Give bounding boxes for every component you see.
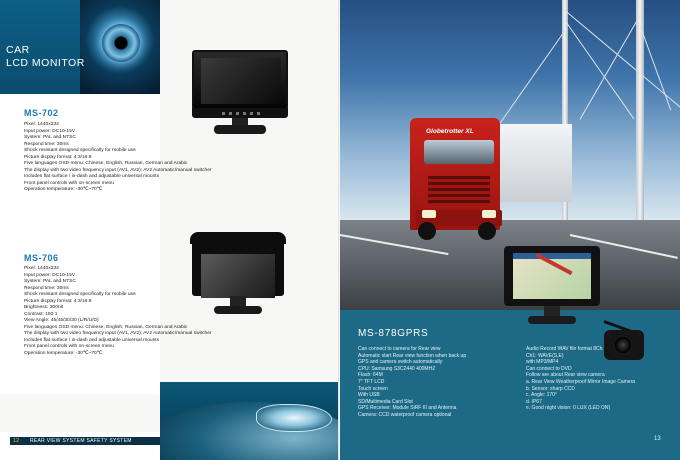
spec-item: System: PAL and NTSC	[24, 279, 76, 284]
spec-item: 7" TFT LCD	[358, 378, 385, 385]
spec-item: Contrast: 150:1	[24, 311, 58, 317]
spec-item: Input power: DC10-15V	[24, 128, 76, 134]
model-title-ms702: MS-702	[24, 108, 59, 118]
gps-neck	[544, 306, 560, 316]
spec-item: Includes flat surface / in-dash and adjustable universal mounts	[24, 174, 160, 179]
gps-frame	[504, 246, 600, 306]
model-title-ms878gprs: MS-878GPRS	[358, 328, 429, 339]
spec-item: Pixel: 1440x234	[24, 266, 59, 271]
spec-item: System: PAL and NTSC	[24, 135, 76, 140]
monitor-screen	[192, 240, 284, 296]
eye-iris	[102, 24, 140, 62]
feature-list-right	[526, 346, 635, 412]
spec-item: e. Good night vision: 0 LUX (LED ON)	[526, 405, 611, 412]
spec-item: Pixel: 1440x234	[24, 122, 59, 127]
spec-item: a. Rear View Weatherproof Mirror Image Camera	[526, 378, 636, 385]
spec-item: Audio Record WAV file format 8Ch	[526, 346, 603, 352]
spec-item: Five languages OSD menu: Chinese, English, Russian, German and Arabic	[24, 324, 188, 330]
monitor-base	[214, 125, 266, 134]
spec-item: Includes flat surface / in-dash and adjustable universal mounts	[24, 337, 160, 343]
eye-photo	[80, 0, 160, 94]
spec-item: Front panel controls with on-screen menu	[24, 180, 114, 186]
model-title-ms706: MS-706	[24, 253, 59, 263]
truck-windshield	[424, 140, 494, 164]
spec-item: Picture display format: 4:3/16:9	[24, 298, 92, 304]
spec-item: The display with two video frequency input (AV1, AV2); AV2 Automatic/manual switcher	[24, 331, 212, 336]
spec-item: Flash: 64M	[358, 372, 383, 379]
gps-header-bar	[513, 253, 591, 259]
spec-item: Automatic start Rear view function when back up	[358, 352, 467, 359]
spec-list-ms706	[24, 266, 212, 357]
category-title	[6, 44, 85, 70]
spec-item: Follow are about Rear view camera	[526, 372, 605, 379]
spec-item: Camera: CCD waterproof camera optional	[358, 411, 452, 418]
spec-item: Brightness: 300nit	[24, 305, 64, 310]
right-page	[340, 0, 680, 460]
spec-item: d. IP67	[526, 398, 542, 405]
spec-item: With USB	[358, 392, 380, 399]
spec-item: c. Angle: 170°	[526, 392, 557, 399]
spec-item: with MP3/MP4	[526, 359, 559, 366]
spec-item: b. Sensor: sharp CCD	[526, 385, 575, 392]
truck-headlight	[482, 210, 496, 218]
monitor-neck	[230, 296, 246, 306]
spec-item: Front panel controls with on-screen menu	[24, 344, 114, 349]
monitor-buttons	[222, 112, 262, 115]
spec-item: Picture display format: 4:3/16:9	[24, 154, 92, 160]
truck-headlight	[422, 210, 436, 218]
page-number-right: 13	[654, 436, 661, 442]
spec-item: Respond time: 30ms	[24, 285, 69, 291]
spec-item: CPU: Samsung S3C2440 400MHZ	[358, 365, 436, 372]
spec-item: Touch screen	[358, 385, 388, 392]
feature-list-left	[358, 346, 466, 419]
spec-item: Respond time: 30ms	[24, 141, 69, 147]
category-title-line2: LCD MONITOR	[6, 57, 85, 69]
spec-item: GPS Receiver: Module SiRF III and Antenna	[358, 405, 457, 412]
monitor-screen	[192, 50, 288, 110]
truck-grille	[428, 176, 490, 204]
spec-item: Ch1: WAVE(S,E)	[526, 352, 564, 359]
spec-item: View Angle: 45/45/30/30 (L/R/U/D)	[24, 318, 99, 323]
car-headlight-photo	[160, 382, 340, 460]
monitor-base	[214, 306, 262, 314]
monitor-image-ms706	[190, 232, 286, 320]
page-number-left: 12	[13, 438, 20, 444]
category-title-line1: CAR	[6, 44, 30, 56]
spec-item: Can connect to DVD	[526, 365, 572, 372]
truck-photo	[402, 118, 572, 248]
spec-item: Input power: DC10-15V	[24, 272, 76, 278]
truck-wheel	[478, 222, 496, 240]
truck-cab	[410, 118, 500, 230]
headlight	[256, 404, 332, 432]
monitor-image-ms702	[192, 50, 288, 136]
spec-item: The display with two video frequency input (AV1, AV2); AV2 Automatic/manual switcher	[24, 167, 212, 173]
spec-item: Can connect to camera for Rear view	[358, 346, 441, 352]
footer-text: REAR VIEW SYSTEM SAFETY SYSTEM	[30, 438, 132, 444]
spec-item: Operation temperature: -30℃~70℃	[24, 350, 103, 356]
spec-item: Shock resistant designed specifically for mobile use	[24, 148, 136, 153]
gps-base	[528, 316, 576, 324]
spec-item: Operation temperature: -30℃~70℃	[24, 187, 103, 192]
spec-item: Shock resistant designed specifically for mobile use	[24, 292, 136, 297]
spec-item: Five languages OSD menu: Chinese, English, Russian, German and Arabic	[24, 161, 188, 166]
gps-device-image	[504, 246, 600, 330]
spec-item: SD/Multimedia Card Slot	[358, 398, 413, 405]
truck-wheel	[418, 222, 436, 240]
category-header	[0, 0, 160, 94]
truck-label: Globetrotter XL	[426, 128, 474, 135]
spec-list-ms702	[24, 122, 212, 194]
spec-item: GPS and camera switch automatically	[358, 359, 443, 366]
